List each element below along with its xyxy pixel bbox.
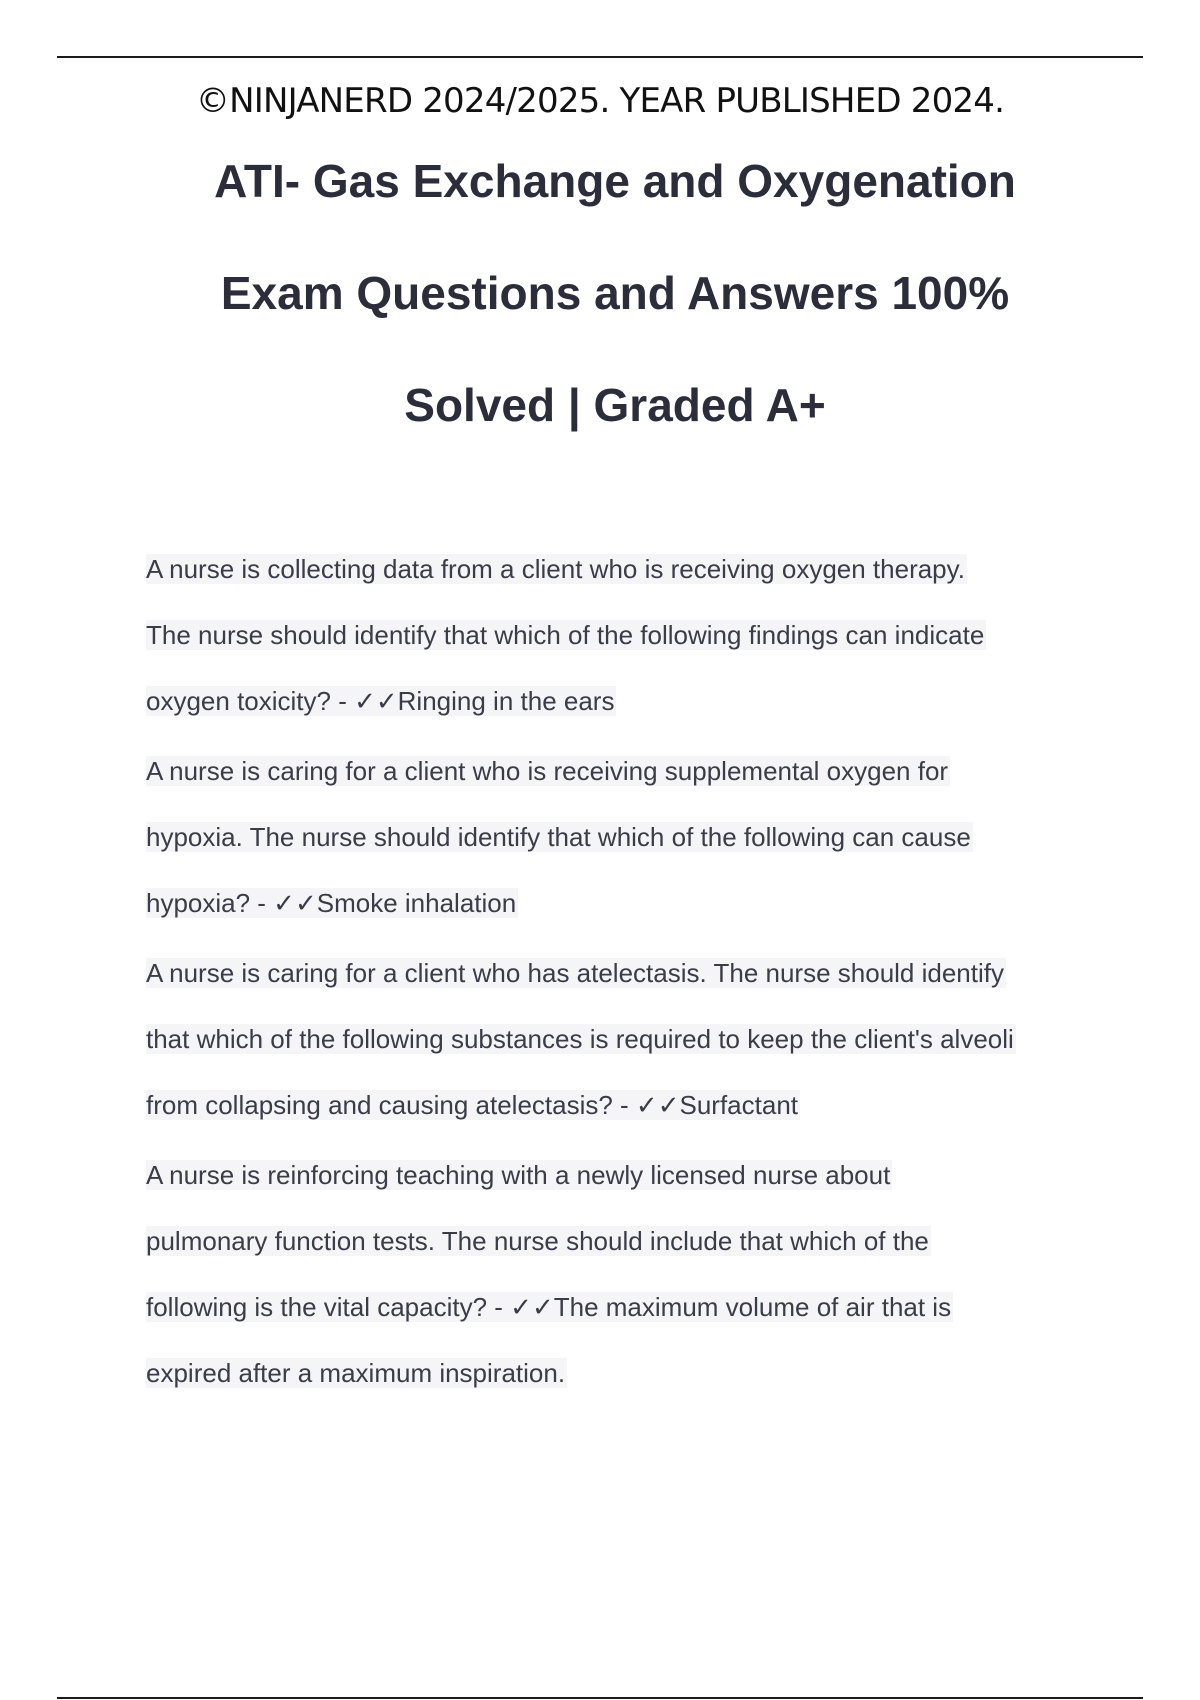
qa-item: [146, 951, 1146, 1149]
copyright-note: ©NINJANERD 2024/2025. YEAR PUBLISHED 2024.: [195, 81, 1005, 121]
footer-rule: [57, 1697, 1143, 1699]
qa-text-line: following is the vital capacity? - ✓✓The maximum volume of air that is: [146, 1292, 952, 1322]
document-title: [120, 145, 1110, 481]
qa-list: [146, 547, 1146, 1421]
qa-text-line: The nurse should identify that which of the following findings can indicate: [146, 620, 985, 650]
qa-text-line: from collapsing and causing atelectasis? - ✓✓Surfactant: [146, 1090, 799, 1120]
header-rule: [57, 56, 1143, 58]
qa-text-line: pulmonary function tests. The nurse should include that which of the: [146, 1226, 929, 1256]
qa-text-line: hypoxia? - ✓✓Smoke inhalation: [146, 888, 517, 918]
qa-text-line: A nurse is collecting data from a client who is receiving oxygen therapy.: [146, 554, 965, 584]
title-line: Exam Questions and Answers 100%: [220, 267, 1010, 319]
qa-text-line: hypoxia. The nurse should identify that which of the following can cause: [146, 822, 971, 852]
qa-text-line: A nurse is caring for a client who has atelectasis. The nurse should identify: [146, 958, 1004, 988]
qa-text-line: that which of the following substances is required to keep the client's alveoli: [146, 1024, 1014, 1054]
title-line: ATI- Gas Exchange and Oxygenation: [214, 155, 1016, 207]
qa-text-line: oxygen toxicity? - ✓✓Ringing in the ears: [146, 686, 615, 716]
qa-item: [146, 547, 1146, 745]
qa-text-line: expired after a maximum inspiration.: [146, 1358, 566, 1388]
qa-text-line: A nurse is reinforcing teaching with a newly licensed nurse about: [146, 1160, 891, 1190]
qa-item: [146, 1153, 1146, 1417]
title-line: Solved | Graded A+: [404, 379, 826, 431]
qa-text-line: A nurse is caring for a client who is receiving supplemental oxygen for: [146, 756, 949, 786]
qa-item: [146, 749, 1146, 947]
